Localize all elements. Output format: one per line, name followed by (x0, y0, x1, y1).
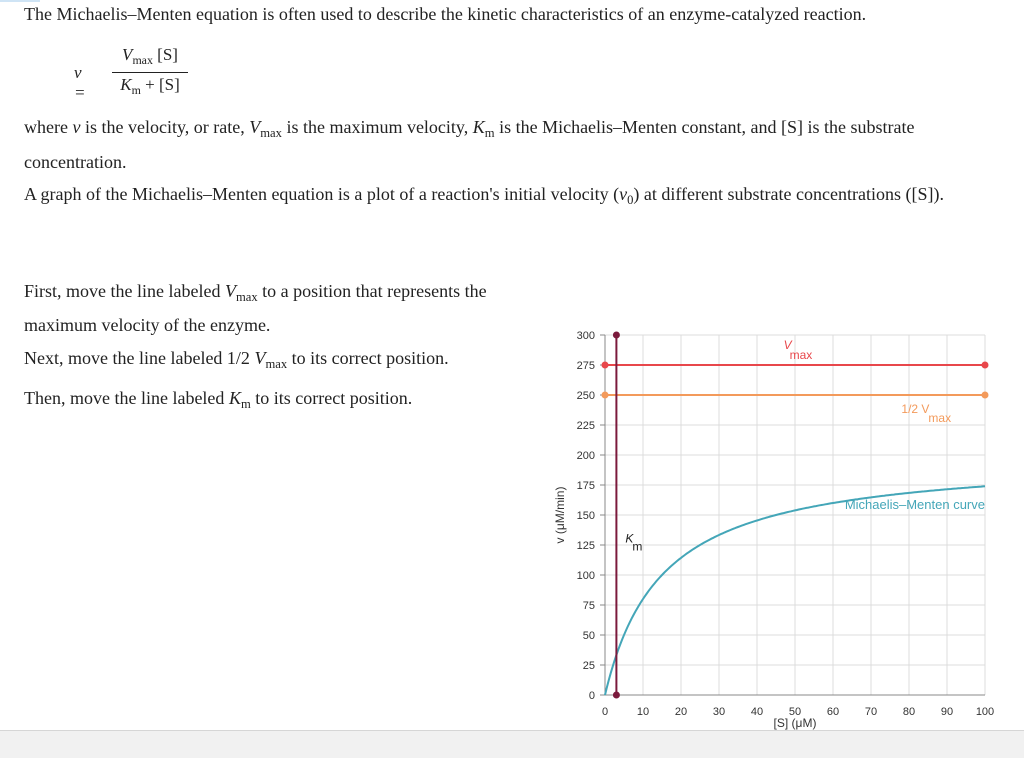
equation-lhs: v = (74, 63, 86, 102)
x-tick-label: 80 (902, 706, 916, 718)
y-tick-label: 175 (576, 480, 595, 492)
chart-grid (605, 335, 985, 695)
vmax-line-handle-right[interactable] (982, 362, 989, 369)
y-tick-label: 300 (576, 330, 595, 342)
chart-labels (553, 338, 985, 730)
x-tick-label: 70 (864, 706, 878, 718)
y-tick-label: 50 (582, 630, 595, 642)
x-tick-label: 30 (712, 706, 726, 718)
x-tick-label: 60 (826, 706, 840, 718)
graph-description-paragraph: A graph of the Michaelis–Menten equation is a plot of a reaction's initial velocity $(v_0)$ at different substrate concentrations ([S]). (24, 184, 944, 207)
vmax-line-handle-left[interactable] (602, 362, 609, 369)
x-tick-label: 0 (601, 706, 609, 718)
x-tick-label: 90 (940, 706, 954, 718)
intro-text: The Michaelis–Menten equation is often used to describe the kinetic characteristics of an enzyme-catalyzed reaction. (24, 4, 867, 24)
y-axis-title: v (μM/min) (553, 486, 567, 544)
footer-bar (0, 730, 1024, 758)
half-vmax-line-label: 1/2 Vmax (901, 402, 952, 425)
half-vmax-line-handle-left[interactable] (602, 392, 609, 399)
y-tick-label: 150 (576, 510, 595, 522)
vmax-line-label: V max (783, 338, 813, 362)
instruction-km: Then, move the line labeled $K_m$ to its correct position. (24, 388, 413, 411)
x-tick-label: 50 (788, 706, 802, 718)
x-tick-label: 10 (636, 706, 650, 718)
equation-numerator: $V_{max}$ [S] (122, 45, 178, 67)
top-accent-line (0, 0, 40, 2)
y-tick-label: 0 (588, 690, 595, 702)
y-tick-label: 125 (576, 540, 595, 552)
y-tick-label: 275 (576, 360, 595, 372)
x-axis-title: [S] (μM) (773, 716, 817, 730)
y-tick-label: 75 (582, 600, 595, 612)
y-tick-label: 25 (582, 660, 595, 672)
y-tick-label: 250 (576, 390, 595, 402)
instruction-vmax: First, move the line labeled $V_{max}$ to a position that represents the maximum velocity of the enzyme. (24, 281, 487, 335)
curve-label: Michaelis–Menten curve (844, 497, 985, 513)
michaelis-menten-chart[interactable] (540, 320, 1010, 740)
half-vmax-line-handle-right[interactable] (982, 392, 989, 399)
instruction-half-vmax: Next, move the line labeled 1/2 $V_{max}$ to its correct position. (24, 348, 449, 371)
x-tick-label: 20 (674, 706, 688, 718)
y-tick-label: 225 (576, 420, 595, 432)
x-tick-label: 40 (750, 706, 764, 718)
chart-axes (577, 330, 995, 718)
km-line-handle-top[interactable] (613, 332, 620, 339)
y-tick-label: 200 (576, 450, 595, 462)
km-line-handle-bottom[interactable] (613, 692, 620, 699)
fraction-bar (112, 72, 188, 73)
km-line-label: Km (625, 531, 643, 554)
definitions-paragraph: where v is the velocity, or rate, $V_{max}$ is the maximum velocity, $K_m$ is the Michaelis–Menten constant, and [S] is the substrate concentration. (24, 117, 915, 172)
equation-denominator: $K_m + [S]$ (120, 75, 180, 97)
x-tick-label: 100 (975, 706, 995, 718)
equation-fraction (112, 44, 188, 101)
y-tick-label: 100 (576, 570, 595, 582)
